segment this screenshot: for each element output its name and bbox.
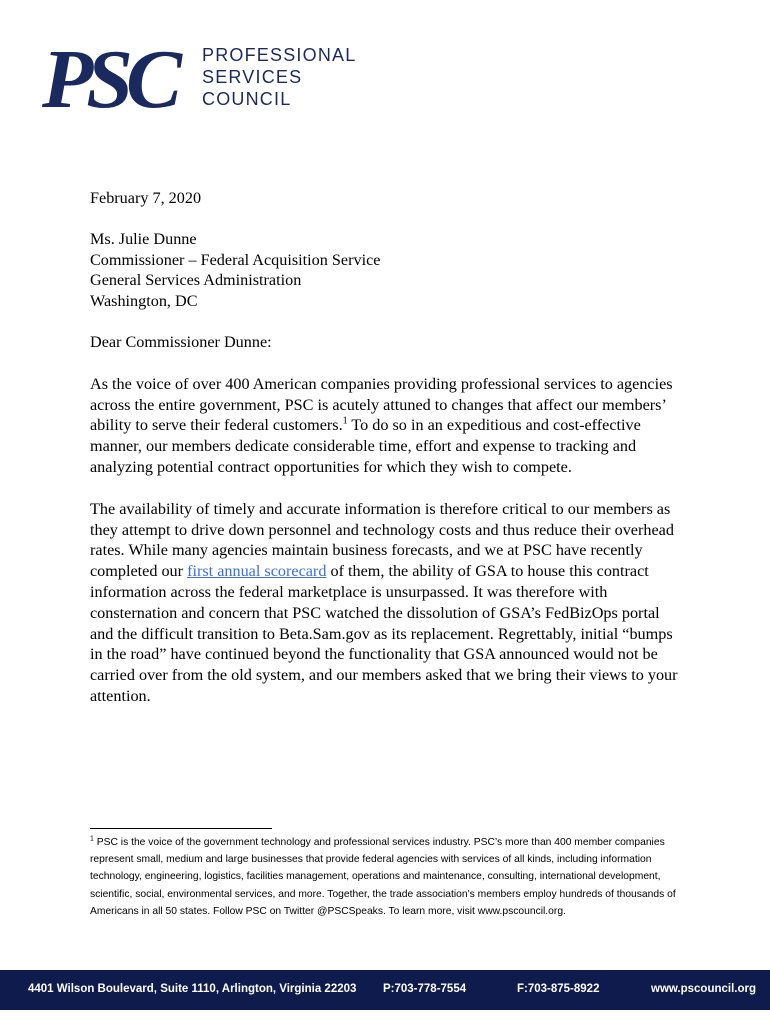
scorecard-link[interactable]: first annual scorecard	[187, 562, 327, 581]
footer-address: 4401 Wilson Boulevard, Suite 1110, Arlington, Virginia 22203	[28, 983, 357, 995]
footnote	[90, 834, 680, 920]
footnote-reference[interactable]: 1	[342, 415, 348, 427]
paragraph-2-text: The availability of timely and accurate information is therefore critical to our members as they attempt to drive down personnel and technology costs and thus reduce their overhead rates. While many agencies maintain business forecasts, and we at PSC have recently completed our	[90, 499, 674, 581]
paragraph-1-text: As the voice of over 400 American companies providing professional services to agencies across the entire government, PSC is acutely attuned to changes that affect our members’ ability to serve their federal customers.	[90, 374, 673, 435]
psc-logo	[42, 33, 357, 128]
logo-word: PROFESSIONAL	[202, 45, 357, 65]
address-line: Ms. Julie Dunne	[90, 229, 197, 248]
recipient-address	[90, 229, 680, 312]
footnote-mark: 1	[90, 835, 94, 843]
footer-phone: P:703-778-7554	[383, 983, 467, 995]
logo-word: COUNCIL	[202, 89, 292, 109]
paragraph-1	[90, 374, 680, 478]
paragraph-2-text-after: of them, the ability of GSA to house this contract information across the federal marketplace is unsurpassed. It was therefore with consternation and concern that PSC watched the dissolution of GSA’s FedBizOps portal and the difficult transition to Beta.Sam.gov as its replacement. Regrettably, initial “bumps in the road” have continued beyond the functionality that GSA announced would not be carried over from the old system, and our members asked that we bring their views to your attention.	[90, 562, 678, 705]
paragraph-2	[90, 499, 680, 707]
salutation: Dear Commissioner Dunne:	[90, 332, 272, 351]
letter-body	[90, 188, 680, 707]
paragraph-1-text-after: To do so in an expeditious and cost-effective manner, our members dedicate considerable time, effort and expense to tracking and analyzing potential contract opportunities for which they wish to compete.	[90, 416, 641, 476]
address-line: Commissioner – Federal Acquisition Service	[90, 250, 381, 269]
footer-bar	[0, 970, 770, 1010]
address-line: Washington, DC	[90, 292, 198, 311]
logo-word: SERVICES	[202, 67, 303, 87]
address-line: General Services Administration	[90, 271, 302, 290]
logo-words	[202, 44, 356, 110]
letter-date: February 7, 2020	[90, 189, 202, 207]
footer-website[interactable]: www.pscouncil.org	[651, 983, 756, 995]
footnote-text: PSC is the voice of the government technology and professional services industry. PSC’s more than 400 member companies represent small, medium and large businesses that provide federal agencies with services of all kinds, including information technology, engineering, logistics, facilities management, operations and maintenance, consulting, international development, scientific, social, environmental services, and more. Together, the trade association’s members employ hundreds of thousands of Americans in all 50 states. Follow PSC on Twitter @PSCSpeaks. To learn more, visit www.pscouncil.org.	[90, 837, 676, 917]
footer-fax: F:703-875-8922	[517, 983, 600, 995]
footnote-divider	[90, 828, 272, 829]
logo-mark: PSC	[42, 33, 176, 126]
